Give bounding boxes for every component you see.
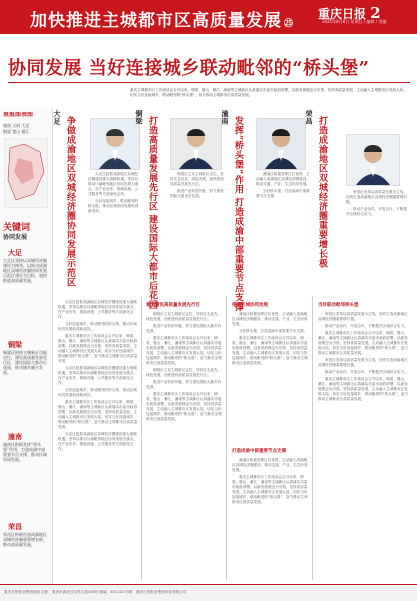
sidebar-row: 潼南 天府 大足 bbox=[3, 123, 30, 128]
article-body-continued: 铜梁区立足主城新区定位，坚持生态优先、绿色发展，加快建设高质量发展先行区。 推进产业转型升级，努力建设国际大都市后花园。 重庆主城都市区工作座谈会召开以来，铜梁、璧山、綦江、潼南等主城新区认真落实市委市政府部署，以新发展理念为引领，坚持高质量发展，主动融入主城都市区发展大局，切实当好连接城乡、联动毗邻的“桥头堡”，奋力推动主城都市区高质量发展。 铜梁区立足主城新区定位，坚持生态优先、绿色发展，加快建设高质量发展先行区。 推进产业转型升级，努力建设国际大都市后花园。 重庆主城都市区工作座谈会召开以来，铜梁、璧山、綦江、潼南等主城新区认真落实市委市政府部署，以新发展理念为引领，坚持高质量发展，主动融入主城都市区发展大局，切实当好连接城乡、联动毗邻的“桥头堡”，奋力推动主城都市区高质量发展。 bbox=[146, 312, 222, 421]
sidebar-keyword-label: 关键词 bbox=[3, 223, 31, 233]
masthead: 重庆日报 2 bbox=[318, 4, 381, 22]
footer-text: 重庆日报报业集团出版 社址：重庆市渝北区同茂大道416号 邮编：401120 印刷：重庆日报报业集团印务有限公司 bbox=[4, 590, 187, 594]
sidebar-section-text: 铜梁区围绕主城新区功能定位，建设高质量发展先行区、建设国际大都市后花园，推动城乡融合发展。 bbox=[3, 350, 47, 375]
article-body: 潼南区积极发挥区位优势，主动融入成渝地区双城经济圈建设，推动交通、产业、生态协同发展。 当好桥头堡，打造成渝中部重要节点支撑。 bbox=[256, 172, 310, 198]
page-footer bbox=[0, 584, 417, 601]
article-title: 打造成渝地区双城经济圈重要增长极 bbox=[317, 116, 327, 268]
article-body-continued: 潼南区积极发挥区位优势，主动融入成渝地区双城经济圈建设，推动交通、产业、生态协同发展。 当好桥头堡，打造成渝中部重要节点支撑。 重庆主城都市区工作座谈会召开以来，铜梁、璧山、綦江、潼南等主城新区认真落实市委市政府部署，以新发展理念为引领，坚持高质量发展，主动融入主城都市区发展大局，切实当好连接城乡、联动毗邻的“桥头堡”，奋力推动主城都市区高质量发展。 bbox=[232, 312, 308, 365]
sidebar bbox=[0, 108, 53, 584]
column-divider bbox=[141, 296, 142, 580]
article-body-continued: 大足区抢抓成渝地区双城经济圈建设重大战略机遇，坚持以推动川渝毗邻地区协同发展为重点，在产业协作、基础设施、公共服务等方面深化合作。 当好连接城乡、联动毗邻的桥头堡，推动区域协同发展取得新成效。 重庆主城都市区工作座谈会召开以来，铜梁、璧山、綦江、潼南等主城新区认真落实市委市政府部署，以新发展理念为引领，坚持高质量发展，主动融入主城都市区发展大局，切实当好连接城乡、联动毗邻的“桥头堡”，奋力推动主城都市区高质量发展。 大足区抢抓成渝地区双城经济圈建设重大战略机遇，坚持以推动川渝毗邻地区协同发展为重点，在产业协作、基础设施、公共服务等方面深化合作。 当好连接城乡、联动毗邻的桥头堡，推动区域协同发展取得新成效。 重庆主城都市区工作座谈会召开以来，铜梁、璧山、綦江、潼南等主城新区认真落实市委市政府部署，以新发展理念为引领，坚持高质量发展，主动融入主城都市区发展大局，切实当好连接城乡、联动毗邻的“桥头堡”，奋力推动主城都市区高质量发展。 大足区抢抓成渝地区双城经济圈建设重大战略机遇，坚持以推动川渝毗邻地区协同发展为重点，在产业协作、基础设施、公共服务等方面深化合作。 bbox=[58, 300, 138, 451]
sidebar-section-text: 潼南区积极发挥“桥头堡”作用，打造成渝中部重要节点支撑，推动区域协同发展。 bbox=[3, 442, 47, 462]
sidebar-section-text: 大足区坚持以双城经济圈建设为统领，以推动成渝地区双城经济圈协同发展示范区建设为目标，加快推进高质量发展。 bbox=[3, 258, 47, 283]
column-divider bbox=[226, 296, 227, 580]
article-title: 发挥“桥头堡”作用 打造成渝中部重要节点支撑 bbox=[233, 116, 243, 312]
article-body-continued: 潼南区积极发挥区位优势，主动融入成渝地区双城经济圈建设，推动交通、产业、生态协同发展。 重庆主城都市区工作座谈会召开以来，铜梁、璧山、綦江、潼南等主城新区认真落实市委市政府部署，以新发展理念为引领，坚持高质量发展，主动融入主城都市区发展大局，切实当好连接城乡、联动毗邻的“桥头堡”，奋力推动主城都市区高质量发展。 bbox=[232, 458, 308, 504]
headline-rule bbox=[8, 82, 410, 83]
section-subhead: 打造成渝中部重要节点支撑 bbox=[232, 449, 286, 454]
banner-title: 加快推进主城都市区高质量发展 ㉕ bbox=[30, 11, 295, 31]
article-body: 荣昌区坚持以高质量发展为主线，加快打造成渝地区双城经济圈重要增长极。 推动产业协作、开放合作，不断提升区域综合实力。 bbox=[346, 190, 408, 216]
article-body: 铜梁区立足主城新区定位，坚持生态优先、绿色发展，加快建设高质量发展先行区。 推进产业转型升级，努力建设国际大都市后花园。 bbox=[170, 172, 224, 198]
article-author-area: 大足 bbox=[53, 110, 62, 125]
sidebar-section-text: 荣昌区积极打造成渝地区双城经济圈重要增长极，推动高质量发展。 bbox=[3, 532, 47, 547]
sidebar-section-title: 大足 bbox=[8, 249, 22, 257]
article-author-area: 潼南 bbox=[221, 110, 230, 125]
section-subhead: 着力建设高质量发展先行区 bbox=[146, 303, 200, 308]
article-body-continued: 荣昌区坚持以高质量发展为主线，加快打造成渝地区双城经济圈重要增长极。 推动产业协作、开放合作，不断提升区域综合实力。 重庆主城都市区工作座谈会召开以来，铜梁、璧山、綦江、潼南等主城新区认真落实市委市政府部署，以新发展理念为引领，坚持高质量发展，主动融入主城都市区发展大局，切实当好连接城乡、联动毗邻的“桥头堡”，奋力推动主城都市区高质量发展。 荣昌区坚持以高质量发展为主线，加快打造成渝地区双城经济圈重要增长极。 推动产业协作、开放合作，不断提升区域综合实力。 重庆主城都市区工作座谈会召开以来，铜梁、璧山、綦江、潼南等主城新区认真落实市委市政府部署，以新发展理念为引领，坚持高质量发展，主动融入主城都市区发展大局，切实当好连接城乡、联动毗邻的“桥头堡”，奋力推动主城都市区高质量发展。 bbox=[318, 312, 408, 401]
article-author-area: 铜梁 bbox=[135, 110, 144, 125]
page-banner bbox=[0, 0, 417, 34]
sidebar-keyword: 协同发展 bbox=[3, 234, 28, 241]
banner-info: 2021年8月8日 星期日 / 编辑 / 美编 bbox=[322, 19, 387, 24]
column-divider bbox=[312, 296, 313, 580]
portrait-photo bbox=[170, 118, 222, 170]
portrait-photo bbox=[256, 118, 306, 170]
section-subhead: 当好联动毗邻桥头堡 bbox=[318, 303, 359, 308]
article-author-area: 荣昌 bbox=[305, 110, 314, 125]
portrait-photo bbox=[346, 134, 400, 186]
section-subhead: 推动区域协同发展 bbox=[232, 303, 268, 308]
article-title: 打造高质量发展先行区 建设国际大都市后花园 bbox=[147, 116, 157, 310]
article-body: 大足区抢抓成渝地区双城经济圈建设重大战略机遇，坚持以推动川渝毗邻地区协同发展为重点，在产业协作、基础设施、公共服务等方面深化合作。 当好连接城乡、联动毗邻的桥头堡，推动区域协同发展取得新成效。 bbox=[88, 172, 139, 213]
sidebar-section-title: 荣昌 bbox=[8, 523, 22, 531]
sidebar-title: 重报图表图 bbox=[3, 112, 34, 117]
sidebar-row: 铜梁 璧山 綦江 bbox=[3, 129, 30, 134]
article-title: 争做成渝地区双城经济圈协同发展示范区 bbox=[65, 116, 75, 287]
main-headline: 协同发展 当好连接城乡联动毗邻的“桥头堡” bbox=[8, 58, 370, 79]
sidebar-section-title: 潼南 bbox=[8, 433, 22, 441]
sidebar-map-graphic bbox=[4, 138, 48, 208]
portrait-photo bbox=[90, 118, 140, 170]
sidebar-section-title: 铜梁 bbox=[8, 341, 22, 349]
lead-paragraph: 重庆主城都市区工作座谈会召开以来，铜梁、璧山、綦江、潼南等主城新区认真落实市委市政府部署，以新发展理念为引领，坚持高质量发展，主动融入主城都市区发展大局，切实当好连接城乡、联动毗邻的“桥头堡”，奋力推动主城都市区高质量发展。 bbox=[130, 88, 407, 97]
